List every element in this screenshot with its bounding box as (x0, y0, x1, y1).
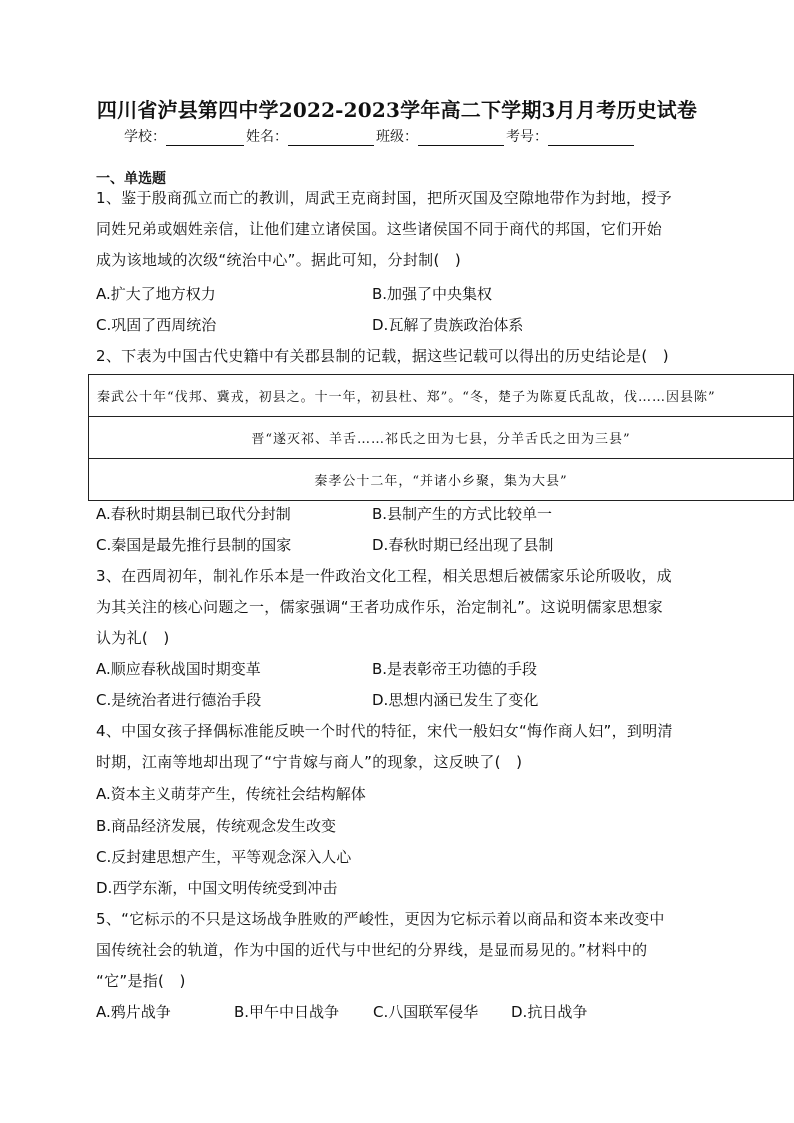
question-3-line-3: 认为礼( ) (96, 629, 170, 647)
table-row (89, 417, 794, 459)
question-1-line-2: 同姓兄弟或姻姓亲信，让他们建立诸侯国。这些诸侯国不同于商代的邦国，它们开始 (96, 220, 663, 238)
question-2-option-d[interactable]: D.春秋时期已经出现了县制 (372, 536, 554, 554)
question-4-line-1: 4、中国女孩子择偶标准能反映一个时代的特征，宋代一般妇女“悔作商人妇”，到明清 (96, 722, 673, 740)
question-5-line-2: 国传统社会的轨道，作为中国的近代与中世纪的分界线，是显而易见的。”材料中的 (96, 941, 648, 959)
class-blank (418, 131, 504, 146)
question-3-option-c[interactable]: C.是统治者进行德治手段 (96, 691, 262, 709)
question-1-option-a[interactable]: A.扩大了地方权力 (96, 285, 216, 303)
name-blank (288, 131, 374, 146)
question-2-option-b[interactable]: B.县制产生的方式比较单一 (372, 505, 553, 523)
question-3-option-a[interactable]: A.顺应春秋战国时期变革 (96, 660, 261, 678)
source-table (88, 374, 794, 501)
question-3-option-d[interactable]: D.思想内涵已发生了变化 (372, 691, 539, 709)
question-4-option-d[interactable]: D.西学东渐，中国文明传统受到冲击 (96, 879, 338, 897)
question-5-option-b[interactable]: B.甲午中日战争 (234, 1003, 340, 1021)
question-2-option-a[interactable]: A.春秋时期县制已取代分封制 (96, 505, 291, 523)
exam-title: 四川省泸县第四中学2022-2023学年高二下学期3月月考历史试卷 (96, 98, 698, 122)
question-1-option-c[interactable]: C.巩固了西周统治 (96, 316, 217, 334)
question-4-line-2: 时期，江南等地却出现了“宁肯嫁与商人”的现象，这反映了( ) (96, 753, 523, 771)
question-5-option-d[interactable]: D.抗日战争 (511, 1003, 588, 1021)
section-heading: 一、单选题 (96, 171, 166, 187)
question-1-option-d[interactable]: D.瓦解了贵族政治体系 (372, 316, 524, 334)
question-1-line-3: 成为该地域的次级“统治中心”。据此可知，分封制( ) (96, 251, 462, 269)
question-2-line-1: 2、下表为中国古代史籍中有关郡县制的记载，据这些记载可以得出的历史结论是( ) (96, 347, 669, 365)
question-5-option-c[interactable]: C.八国联军侵华 (373, 1003, 479, 1021)
question-1-line-1: 1、鉴于殷商孤立而亡的教训，周武王克商封国，把所灭国及空隙地带作为封地，授予 (96, 189, 672, 207)
question-5-option-a[interactable]: A.鸦片战争 (96, 1003, 171, 1021)
table-row (89, 459, 794, 501)
class-label: 班级： (376, 129, 418, 145)
question-4-option-a[interactable]: A.资本主义萌芽产生，传统社会结构解体 (96, 785, 366, 803)
question-4-option-b[interactable]: B.商品经济发展，传统观念发生改变 (96, 817, 337, 835)
question-3-line-1: 3、在西周初年，制礼作乐本是一件政治文化工程，相关思想后被儒家乐论所吸收，成 (96, 567, 672, 585)
school-label: 学校： (124, 129, 166, 145)
question-4-option-c[interactable]: C.反封建思想产生，平等观念深入人心 (96, 848, 352, 866)
question-5-line-1: 5、“它标示的不只是这场战争胜败的严峻性，更因为它标示着以商品和资本来改变中 (96, 910, 665, 928)
table-cell: 晋“遂灭祁、羊舌……祁氏之田为七县，分羊舌氏之田为三县” (89, 417, 794, 459)
number-blank (548, 131, 634, 146)
question-2-option-c[interactable]: C.秦国是最先推行县制的国家 (96, 536, 292, 554)
table-cell: 秦武公十年“伐邦、冀戎，初县之。十一年，初县杜、郑”。“冬，楚子为陈夏氏乱故，伐……因县陈” (89, 375, 794, 417)
table-cell: 秦孝公十二年，“并诸小乡聚，集为大县” (89, 459, 794, 501)
question-5-line-3: “它”是指( ) (96, 972, 186, 990)
table-row (89, 375, 794, 417)
school-blank (166, 131, 244, 146)
name-label: 姓名： (246, 129, 288, 145)
number-label: 考号： (506, 129, 548, 145)
student-info-row (124, 126, 636, 146)
question-1-option-b[interactable]: B.加强了中央集权 (372, 285, 493, 303)
question-3-line-2: 为其关注的核心问题之一，儒家强调“王者功成作乐，治定制礼”。这说明儒家思想家 (96, 598, 663, 616)
question-3-option-b[interactable]: B.是表彰帝王功德的手段 (372, 660, 538, 678)
